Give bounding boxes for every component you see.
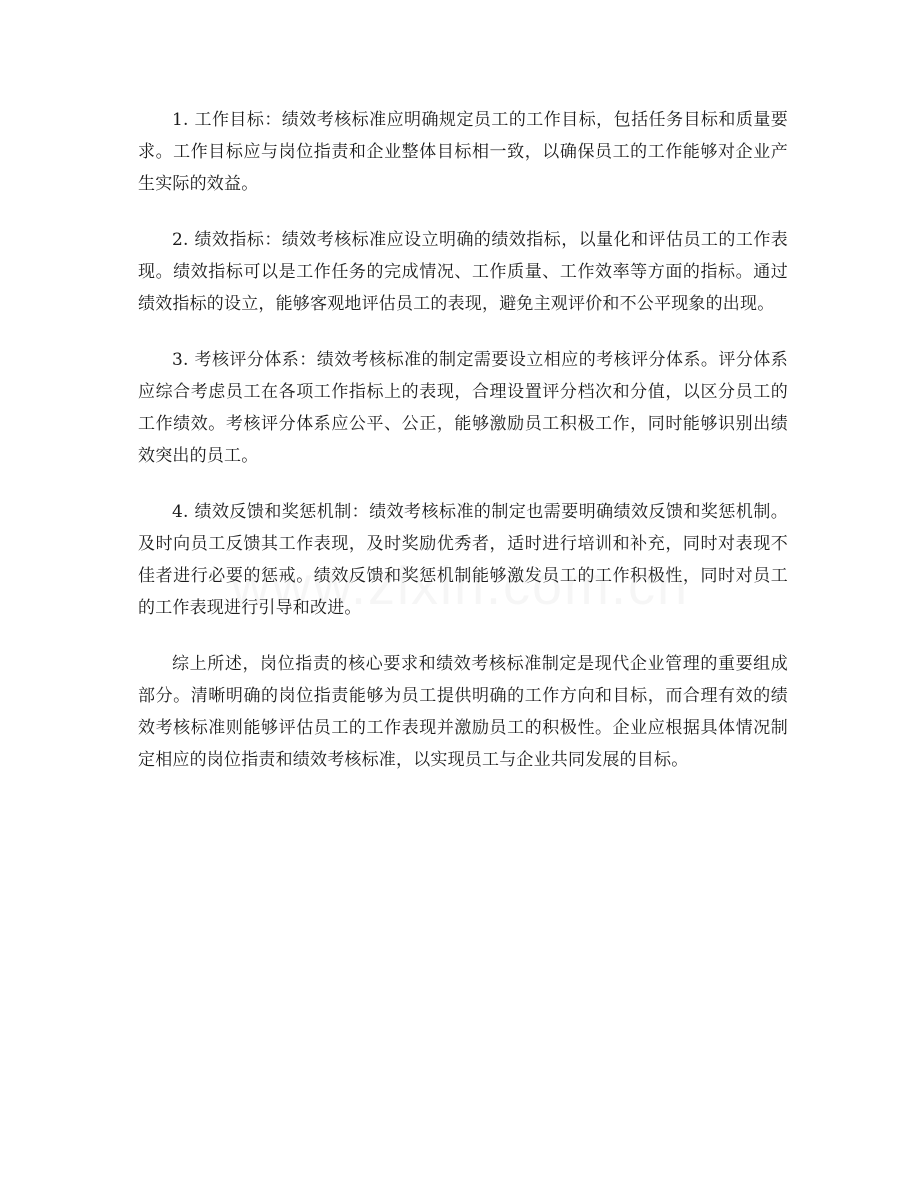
paragraph-feedback-rewards: 4. 绩效反馈和奖惩机制：绩效考核标准的制定也需要明确绩效反馈和奖惩机制。及时向员工反馈其工作表现，及时奖励优秀者，适时进行培训和补充，同时对表现不佳者进行必要的惩戒。绩效反馈和奖惩机制能够激发员工的工作积极性，同时对员工的工作表现进行引导和改进。 xyxy=(138,502,788,618)
paragraph-scoring-system: 3. 考核评分体系：绩效考核标准的制定需要设立相应的考核评分体系。评分体系应综合考虑员工在各项工作指标上的表现，合理设置评分档次和分值，以区分员工的工作绩效。考核评分体系应公平、公正，能够激励员工积极工作，同时能够识别出绩效突出的员工。 xyxy=(138,350,788,466)
document-body xyxy=(138,104,788,800)
paragraph-performance-indicators: 2. 绩效指标：绩效考核标准应设立明确的绩效指标，以量化和评估员工的工作表现。绩效指标可以是工作任务的完成情况、工作质量、工作效率等方面的指标。通过绩效指标的设立，能够客观地评估员工的表现，避免主观评价和不公平现象的出现。 xyxy=(138,230,788,314)
paragraph-work-goals: 1. 工作目标：绩效考核标准应明确规定员工的工作目标，包括任务目标和质量要求。工作目标应与岗位指责和企业整体目标相一致，以确保员工的工作能够对企业产生实际的效益。 xyxy=(138,110,788,194)
paragraph-summary: 综上所述，岗位指责的核心要求和绩效考核标准制定是现代企业管理的重要组成部分。清晰明确的岗位指责能够为员工提供明确的工作方向和目标，而合理有效的绩效考核标准则能够评估员工的工作表现并激励员工的积极性。企业应根据具体情况制定相应的岗位指责和绩效考核标准，以实现员工与企业共同发展的目标。 xyxy=(138,654,788,770)
